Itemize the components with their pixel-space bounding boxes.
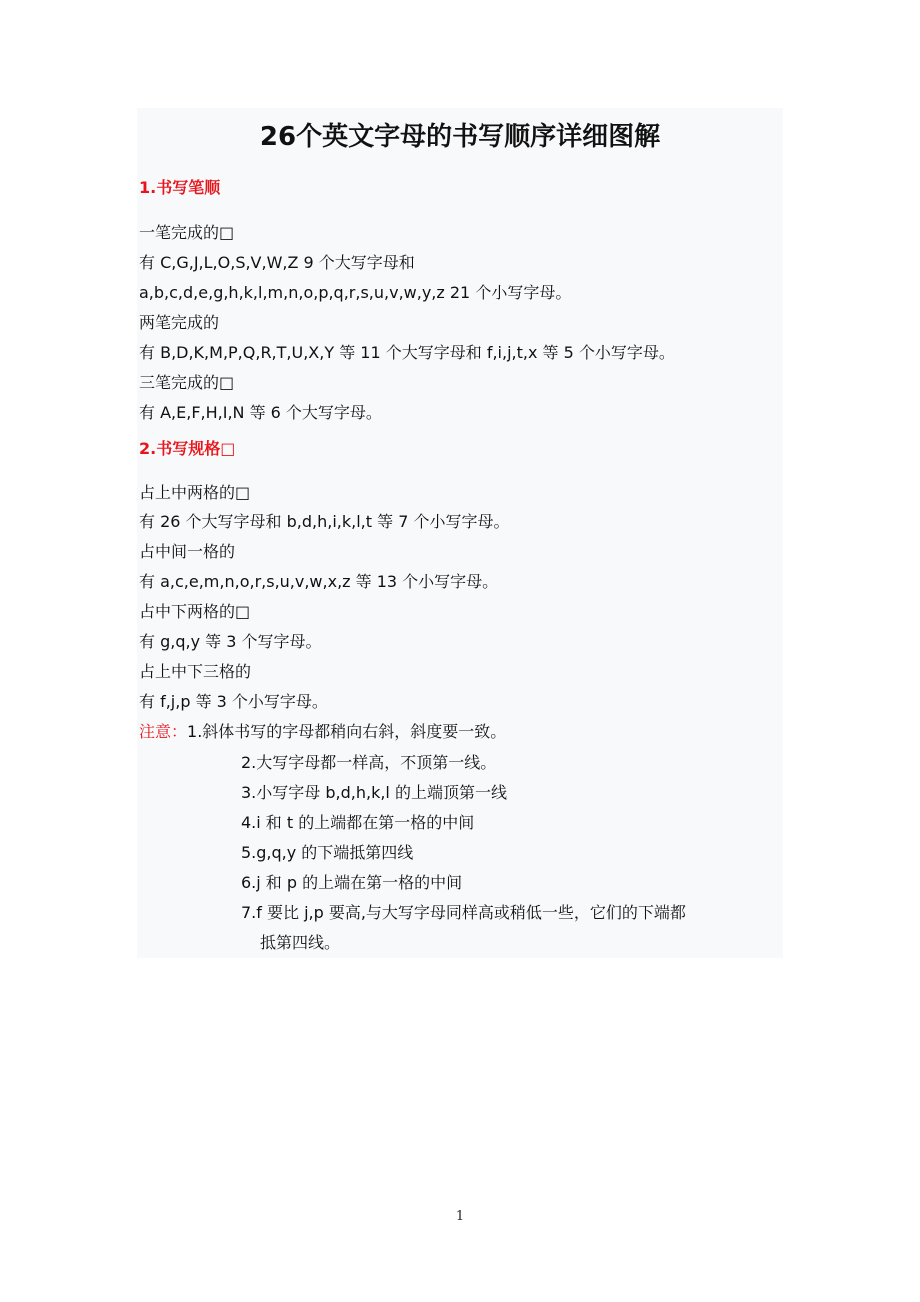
note-item: 7.f 要比 j,p 要高,与大写字母同样高或稍低一些，它们的下端都 [241,903,686,922]
note-line [139,721,506,743]
note-label: 注意： [139,722,188,741]
text-line: 占上中下三格的 [139,662,252,681]
text-line: 有 a,c,e,m,n,o,r,s,u,v,w,x,z 等 13 个小写字母。 [139,572,499,591]
section-heading-writing-format: 2.书写规格□ [139,439,236,458]
text-line: 有 f,j,p 等 3 个小写字母。 [139,692,328,711]
text-line: 有 26 个大写字母和 b,d,h,i,k,l,t 等 7 个小写字母。 [139,512,510,531]
text-line: a,b,c,d,e,g,h,k,l,m,n,o,p,q,r,s,u,v,w,y,z 21 个小写字母。 [139,283,572,302]
text-line: 有 C,G,J,L,O,S,V,W,Z 9 个大写字母和 [139,253,415,272]
text-line: 有 B,D,K,M,P,Q,R,T,U,X,Y 等 11 个大写字母和 f,i,j,t,x 等 5 个小写字母。 [139,343,675,362]
text-line: 占中下两格的□ [139,602,251,621]
text-line: 有 g,q,y 等 3 个写字母。 [139,632,322,651]
text-line: 一笔完成的□ [139,223,235,242]
note-item: 6.j 和 p 的上端在第一格的中间 [241,873,463,892]
text-line: 三笔完成的□ [139,373,235,392]
note-item: 2.大写字母都一样高，不顶第一线。 [241,753,497,772]
note-continuation: 抵第四线。 [260,933,341,952]
text-line: 占上中两格的□ [139,483,251,502]
note-item: 4.i 和 t 的上端都在第一格的中间 [241,813,475,832]
section-heading-stroke-order: 1.书写笔顺 [139,178,221,197]
text-line: 有 A,E,F,H,I,N 等 6 个大写字母。 [139,403,382,422]
note-item: 1.斜体书写的字母都稍向右斜，斜度要一致。 [187,722,507,741]
note-item: 3.小写字母 b,d,h,k,l 的上端顶第一线 [241,783,507,802]
page-number: 1 [455,1209,465,1224]
note-item: 5.g,q,y 的下端抵第四线 [241,843,414,862]
text-line: 占中间一格的 [139,542,236,561]
text-line: 两笔完成的 [139,313,220,332]
document-title: 26个英文字母的书写顺序详细图解 [259,122,661,152]
